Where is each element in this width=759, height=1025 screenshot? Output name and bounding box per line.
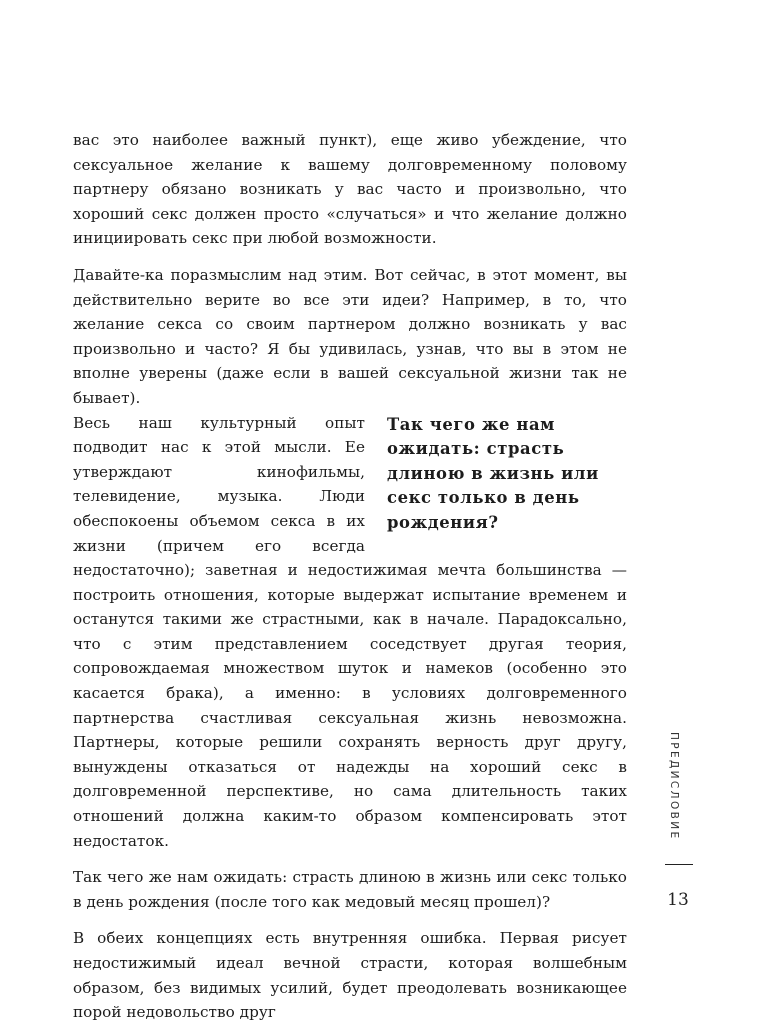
pull-quote: Так чего же нам ожидать: страсть длиною в жизнь или секс только в день рождения? <box>387 414 599 532</box>
paragraph-5: В обеих концепциях есть внутренняя ошибка. Первая рисует недостижимый идеал вечной страсти, которая волшебным образом, без видимых усилий, будет преодолевать возникающее порой недовольство друг <box>73 929 627 1022</box>
side-divider <box>665 864 693 865</box>
section-label: ПРЕДИСЛОВИЕ <box>668 732 680 841</box>
page-number: 13 <box>667 890 689 910</box>
paragraph-1: вас это наиболее важный пункт), еще живо убеждение, что сексуальное желание к вашему долговременному половому партнеру обязано возникать у вас часто и произвольно, что хороший секс должен просто «случаться» и что желание должно инициировать секс при любой возможности. <box>73 131 627 248</box>
paragraph-4: Так чего же нам ожидать: страсть длиною в жизнь или секс только в день рождения (после того как медовый месяц прошел)? <box>73 868 627 911</box>
paragraph-3: Весь наш культурный опыт подводит нас к этой мысли. Ее утверждают кинофильмы, телевидение, музыка. Люди обеспокоены объемом секса в их жизни (причем его всегда недостаточно); заветная и недостижимая мечта большинства — построить отношения, которые выдержат испытание временем и останутся такими же страстными, как в начале. Парадоксально, что с этим представлением соседствует другая теория, сопровождаемая множеством шуток и намеков (особенно это касается брака), а именно: в условиях долговременного партнерства счастливая сексуальная жизнь невозможна. Партнеры, которые решили сохранять верность друг другу, вынуждены отказаться от надежды на хороший секс в долговременной перспективе, но сама длительность таких отношений должна каким-то образом компенсировать этот недостаток. <box>73 413 627 850</box>
paragraph-2: Давайте-ка поразмыслим над этим. Вот сейчас, в этот момент, вы действительно верите во все эти идеи? Например, в то, что желание секса со своим партнером должно возникать у вас произвольно и часто? Я бы удивилась, узнав, что вы в этом не вполне уверены (даже если в вашей сексуальной жизни так не бывает). <box>73 265 627 407</box>
body-text <box>73 128 627 1025</box>
